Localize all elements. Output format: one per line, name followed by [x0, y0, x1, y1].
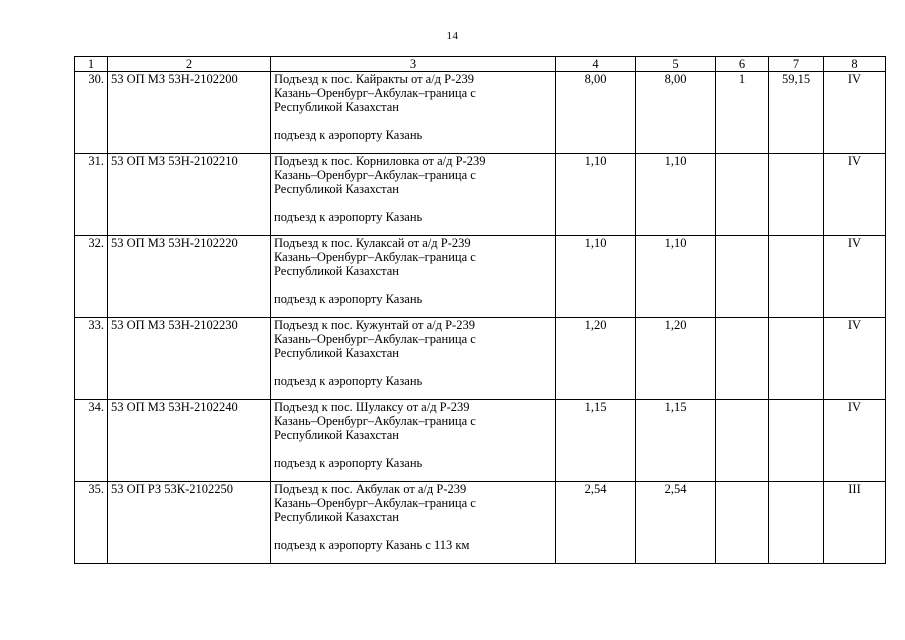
col-6-value	[716, 400, 769, 482]
table-row	[75, 154, 886, 236]
header-col-6: 6	[716, 57, 769, 72]
col-7-value	[769, 154, 824, 236]
road-code: 53 ОП МЗ 53Н-2102230	[108, 318, 271, 400]
road-code: 53 ОП МЗ 53Н-2102240	[108, 400, 271, 482]
road-category: IV	[824, 318, 886, 400]
road-name-cell	[271, 318, 556, 400]
col-7-value	[769, 318, 824, 400]
col-6-value	[716, 236, 769, 318]
length-total: 1,15	[556, 400, 636, 482]
road-name-line: Подъезд к пос. Кайракты от а/д Р-239	[274, 72, 475, 86]
page-number: 14	[446, 30, 459, 42]
road-name-line: Республикой Казахстан	[274, 346, 399, 360]
road-name-cell	[271, 400, 556, 482]
road-category: III	[824, 482, 886, 564]
road-name-line: Подъезд к пос. Акбулак от а/д Р-239	[274, 482, 467, 496]
col-6-value	[716, 482, 769, 564]
col-6-value: 1	[716, 72, 769, 154]
road-category: IV	[824, 154, 886, 236]
length-total: 8,00	[556, 72, 636, 154]
road-name-line: Казань–Оренбург–Акбулак–граница с	[274, 168, 476, 182]
length-total: 1,10	[556, 236, 636, 318]
road-note: подъезд к аэропорту Казань	[274, 374, 423, 388]
length-total: 1,20	[556, 318, 636, 400]
road-name-line: Республикой Казахстан	[274, 264, 399, 278]
col-7-value: 59,15	[769, 72, 824, 154]
table-header-row	[75, 57, 886, 72]
road-note: подъезд к аэропорту Казань	[274, 210, 423, 224]
header-col-7: 7	[769, 57, 824, 72]
road-name-cell	[271, 236, 556, 318]
header-col-1: 1	[75, 57, 108, 72]
road-name-line: Подъезд к пос. Шулаксу от а/д Р-239	[274, 400, 470, 414]
header-col-8: 8	[824, 57, 886, 72]
row-number: 34.	[75, 400, 108, 482]
col-6-value	[716, 154, 769, 236]
row-number: 33.	[75, 318, 108, 400]
road-category: IV	[824, 236, 886, 318]
road-category: IV	[824, 72, 886, 154]
road-note: подъезд к аэропорту Казань	[274, 292, 423, 306]
road-category: IV	[824, 400, 886, 482]
row-number: 32.	[75, 236, 108, 318]
length-value: 8,00	[636, 72, 716, 154]
col-6-value	[716, 318, 769, 400]
road-name-line: Казань–Оренбург–Акбулак–граница с	[274, 250, 476, 264]
col-7-value	[769, 236, 824, 318]
road-name-line: Казань–Оренбург–Акбулак–граница с	[274, 414, 476, 428]
road-name-cell	[271, 482, 556, 564]
road-name-line: Казань–Оренбург–Акбулак–граница с	[274, 86, 476, 100]
road-code: 53 ОП МЗ 53Н-2102220	[108, 236, 271, 318]
table-row	[75, 482, 886, 564]
table-row	[75, 318, 886, 400]
roads-table	[74, 56, 886, 564]
road-code: 53 ОП РЗ 53К-2102250	[108, 482, 271, 564]
length-total: 1,10	[556, 154, 636, 236]
header-col-3: 3	[271, 57, 556, 72]
header-col-4: 4	[556, 57, 636, 72]
header-col-2: 2	[108, 57, 271, 72]
road-code: 53 ОП МЗ 53Н-2102200	[108, 72, 271, 154]
length-value: 1,20	[636, 318, 716, 400]
length-value: 1,15	[636, 400, 716, 482]
road-name-line: Подъезд к пос. Кужунтай от а/д Р-239	[274, 318, 475, 332]
table-row	[75, 400, 886, 482]
row-number: 30.	[75, 72, 108, 154]
road-name-line: Подъезд к пос. Корниловка от а/д Р-239	[274, 154, 486, 168]
road-name-line: Казань–Оренбург–Акбулак–граница с	[274, 332, 476, 346]
col-7-value	[769, 482, 824, 564]
road-name-line: Республикой Казахстан	[274, 428, 399, 442]
road-name-line: Подъезд к пос. Кулаксай от а/д Р-239	[274, 236, 471, 250]
road-name-line: Республикой Казахстан	[274, 510, 399, 524]
road-name-line: Республикой Казахстан	[274, 182, 399, 196]
road-name-line: Республикой Казахстан	[274, 100, 399, 114]
length-value: 2,54	[636, 482, 716, 564]
header-col-5: 5	[636, 57, 716, 72]
road-note: подъезд к аэропорту Казань	[274, 456, 423, 470]
road-note: подъезд к аэропорту Казань	[274, 128, 423, 142]
length-value: 1,10	[636, 236, 716, 318]
table-row	[75, 236, 886, 318]
road-name-cell	[271, 154, 556, 236]
table-row	[75, 72, 886, 154]
road-name-cell	[271, 72, 556, 154]
row-number: 35.	[75, 482, 108, 564]
road-name-line: Казань–Оренбург–Акбулак–граница с	[274, 496, 476, 510]
road-note: подъезд к аэропорту Казань с 113 км	[274, 538, 470, 552]
row-number: 31.	[75, 154, 108, 236]
road-code: 53 ОП МЗ 53Н-2102210	[108, 154, 271, 236]
length-total: 2,54	[556, 482, 636, 564]
col-7-value	[769, 400, 824, 482]
length-value: 1,10	[636, 154, 716, 236]
